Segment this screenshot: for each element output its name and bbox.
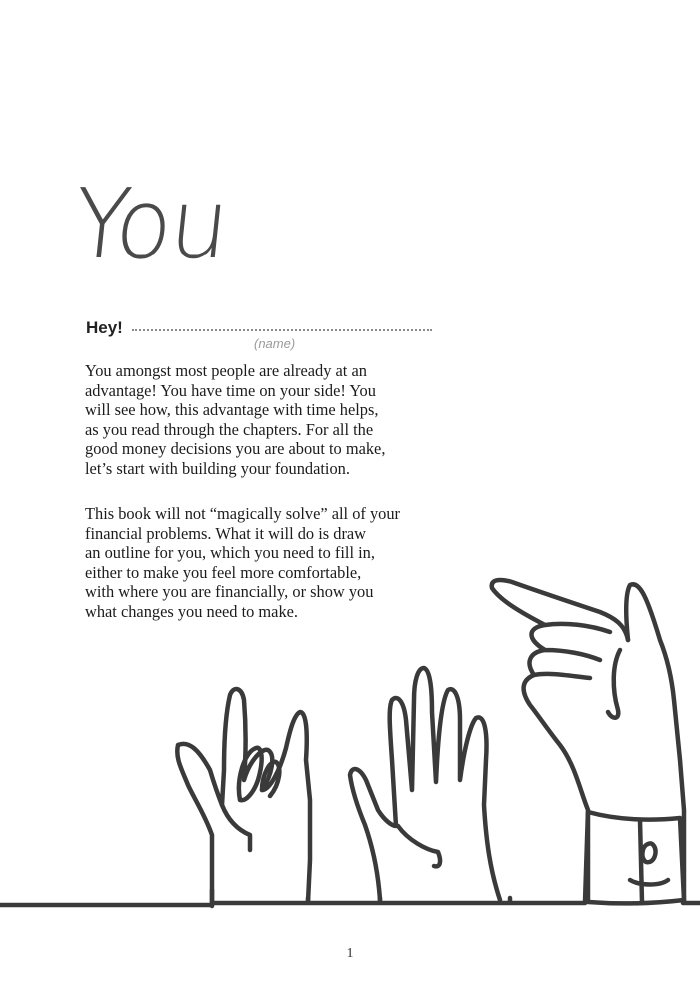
greeting-line [86, 318, 436, 351]
open-palm-hand [350, 668, 500, 900]
intro-paragraph: You amongst most people are already at an advantage! You have time on your side! You will see how, this advantage with time helps, as you read through the chapters. For all the good money decisions you are about to make, let’s start with building your foundation. [85, 361, 386, 478]
raised-hands-illustration [0, 570, 700, 920]
page-number: 1 [346, 946, 354, 961]
shirt-cuff [588, 812, 684, 903]
cuff-button [642, 843, 655, 862]
rock-hand-wrist [222, 805, 250, 850]
name-fill-in-line [132, 329, 432, 331]
open-palm-thumb-crease [398, 826, 440, 866]
greeting-label: Hey! [86, 318, 123, 337]
pointing-hand-palm [608, 650, 620, 718]
name-field-hint: (name) [254, 336, 296, 351]
outline-paragraph: This book will not “magically solve” all of your financial problems. What it will do is draw an outline for you, which you need to fill in, either to make you feel more comfortable, with where you are financially, or show you what changes you need to make. [85, 504, 400, 621]
pointing-hand [492, 580, 628, 902]
rock-hand [177, 689, 310, 902]
page-title: You [68, 168, 233, 281]
